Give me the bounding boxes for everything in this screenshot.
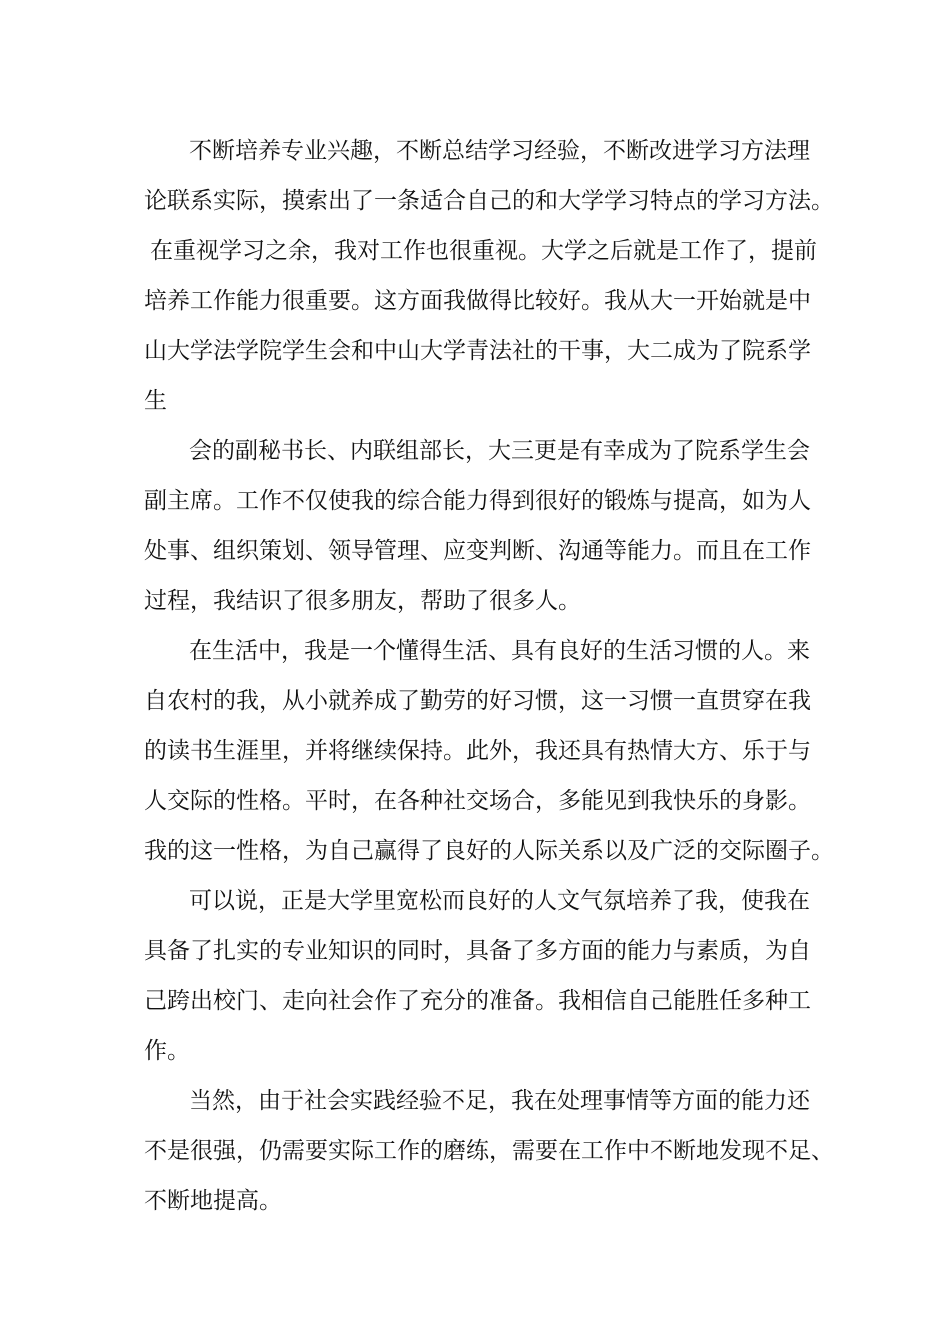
- text-line: 当然，由于社会实践经验不足，我在处理事情等方面的能力还: [189, 1088, 810, 1114]
- text-line: 己跨出校门、走向社会作了充分的准备。我相信自己能胜任多种工: [144, 988, 811, 1014]
- text-line: 不断地提高。: [144, 1188, 282, 1214]
- text-line: 论联系实际，摸索出了一条适合自己的和大学学习特点的学习方法。: [144, 188, 834, 214]
- text-line: 自农村的我，从小就养成了勤劳的好习惯，这一习惯一直贯穿在我: [144, 688, 811, 714]
- text-line: 过程，我结识了很多朋友，帮助了很多人。: [144, 588, 581, 614]
- text-line: 培养工作能力很重要。这方面我做得比较好。我从大一开始就是中: [144, 288, 811, 314]
- text-line: 的读书生涯里，并将继续保持。此外，我还具有热情大方、乐于与: [144, 738, 811, 764]
- text-line: 人交际的性格。平时，在各种社交场合，多能见到我快乐的身影。: [144, 788, 811, 814]
- text-line: 在生活中，我是一个懂得生活、具有良好的生活习惯的人。来: [189, 638, 810, 664]
- text-line: 可以说，正是大学里宽松而良好的人文气氛培养了我，使我在: [189, 888, 810, 914]
- text-line: 不是很强，仍需要实际工作的磨练，需要在工作中不断地发现不足、: [144, 1138, 834, 1164]
- text-line: 作。: [144, 1038, 190, 1064]
- text-line: 在重视学习之余，我对工作也很重视。大学之后就是工作了，提前: [150, 238, 817, 264]
- text-line: 我的这一性格，为自己赢得了良好的人际关系以及广泛的交际圈子。: [144, 838, 834, 864]
- text-line: 山大学法学院学生会和中山大学青法社的干事，大二成为了院系学: [144, 338, 811, 364]
- text-line: 会的副秘书长、内联组部长，大三更是有幸成为了院系学生会: [189, 438, 810, 464]
- text-line: 不断培养专业兴趣，不断总结学习经验，不断改进学习方法理: [189, 138, 810, 164]
- text-line: 具备了扎实的专业知识的同时，具备了多方面的能力与素质，为自: [144, 938, 811, 964]
- body-text: [144, 126, 834, 1226]
- text-line: 副主席。工作不仅使我的综合能力得到很好的锻炼与提高，如为人: [144, 488, 811, 514]
- text-line: 处事、组织策划、领导管理、应变判断、沟通等能力。而且在工作: [144, 538, 811, 564]
- text-line: 生: [144, 388, 167, 414]
